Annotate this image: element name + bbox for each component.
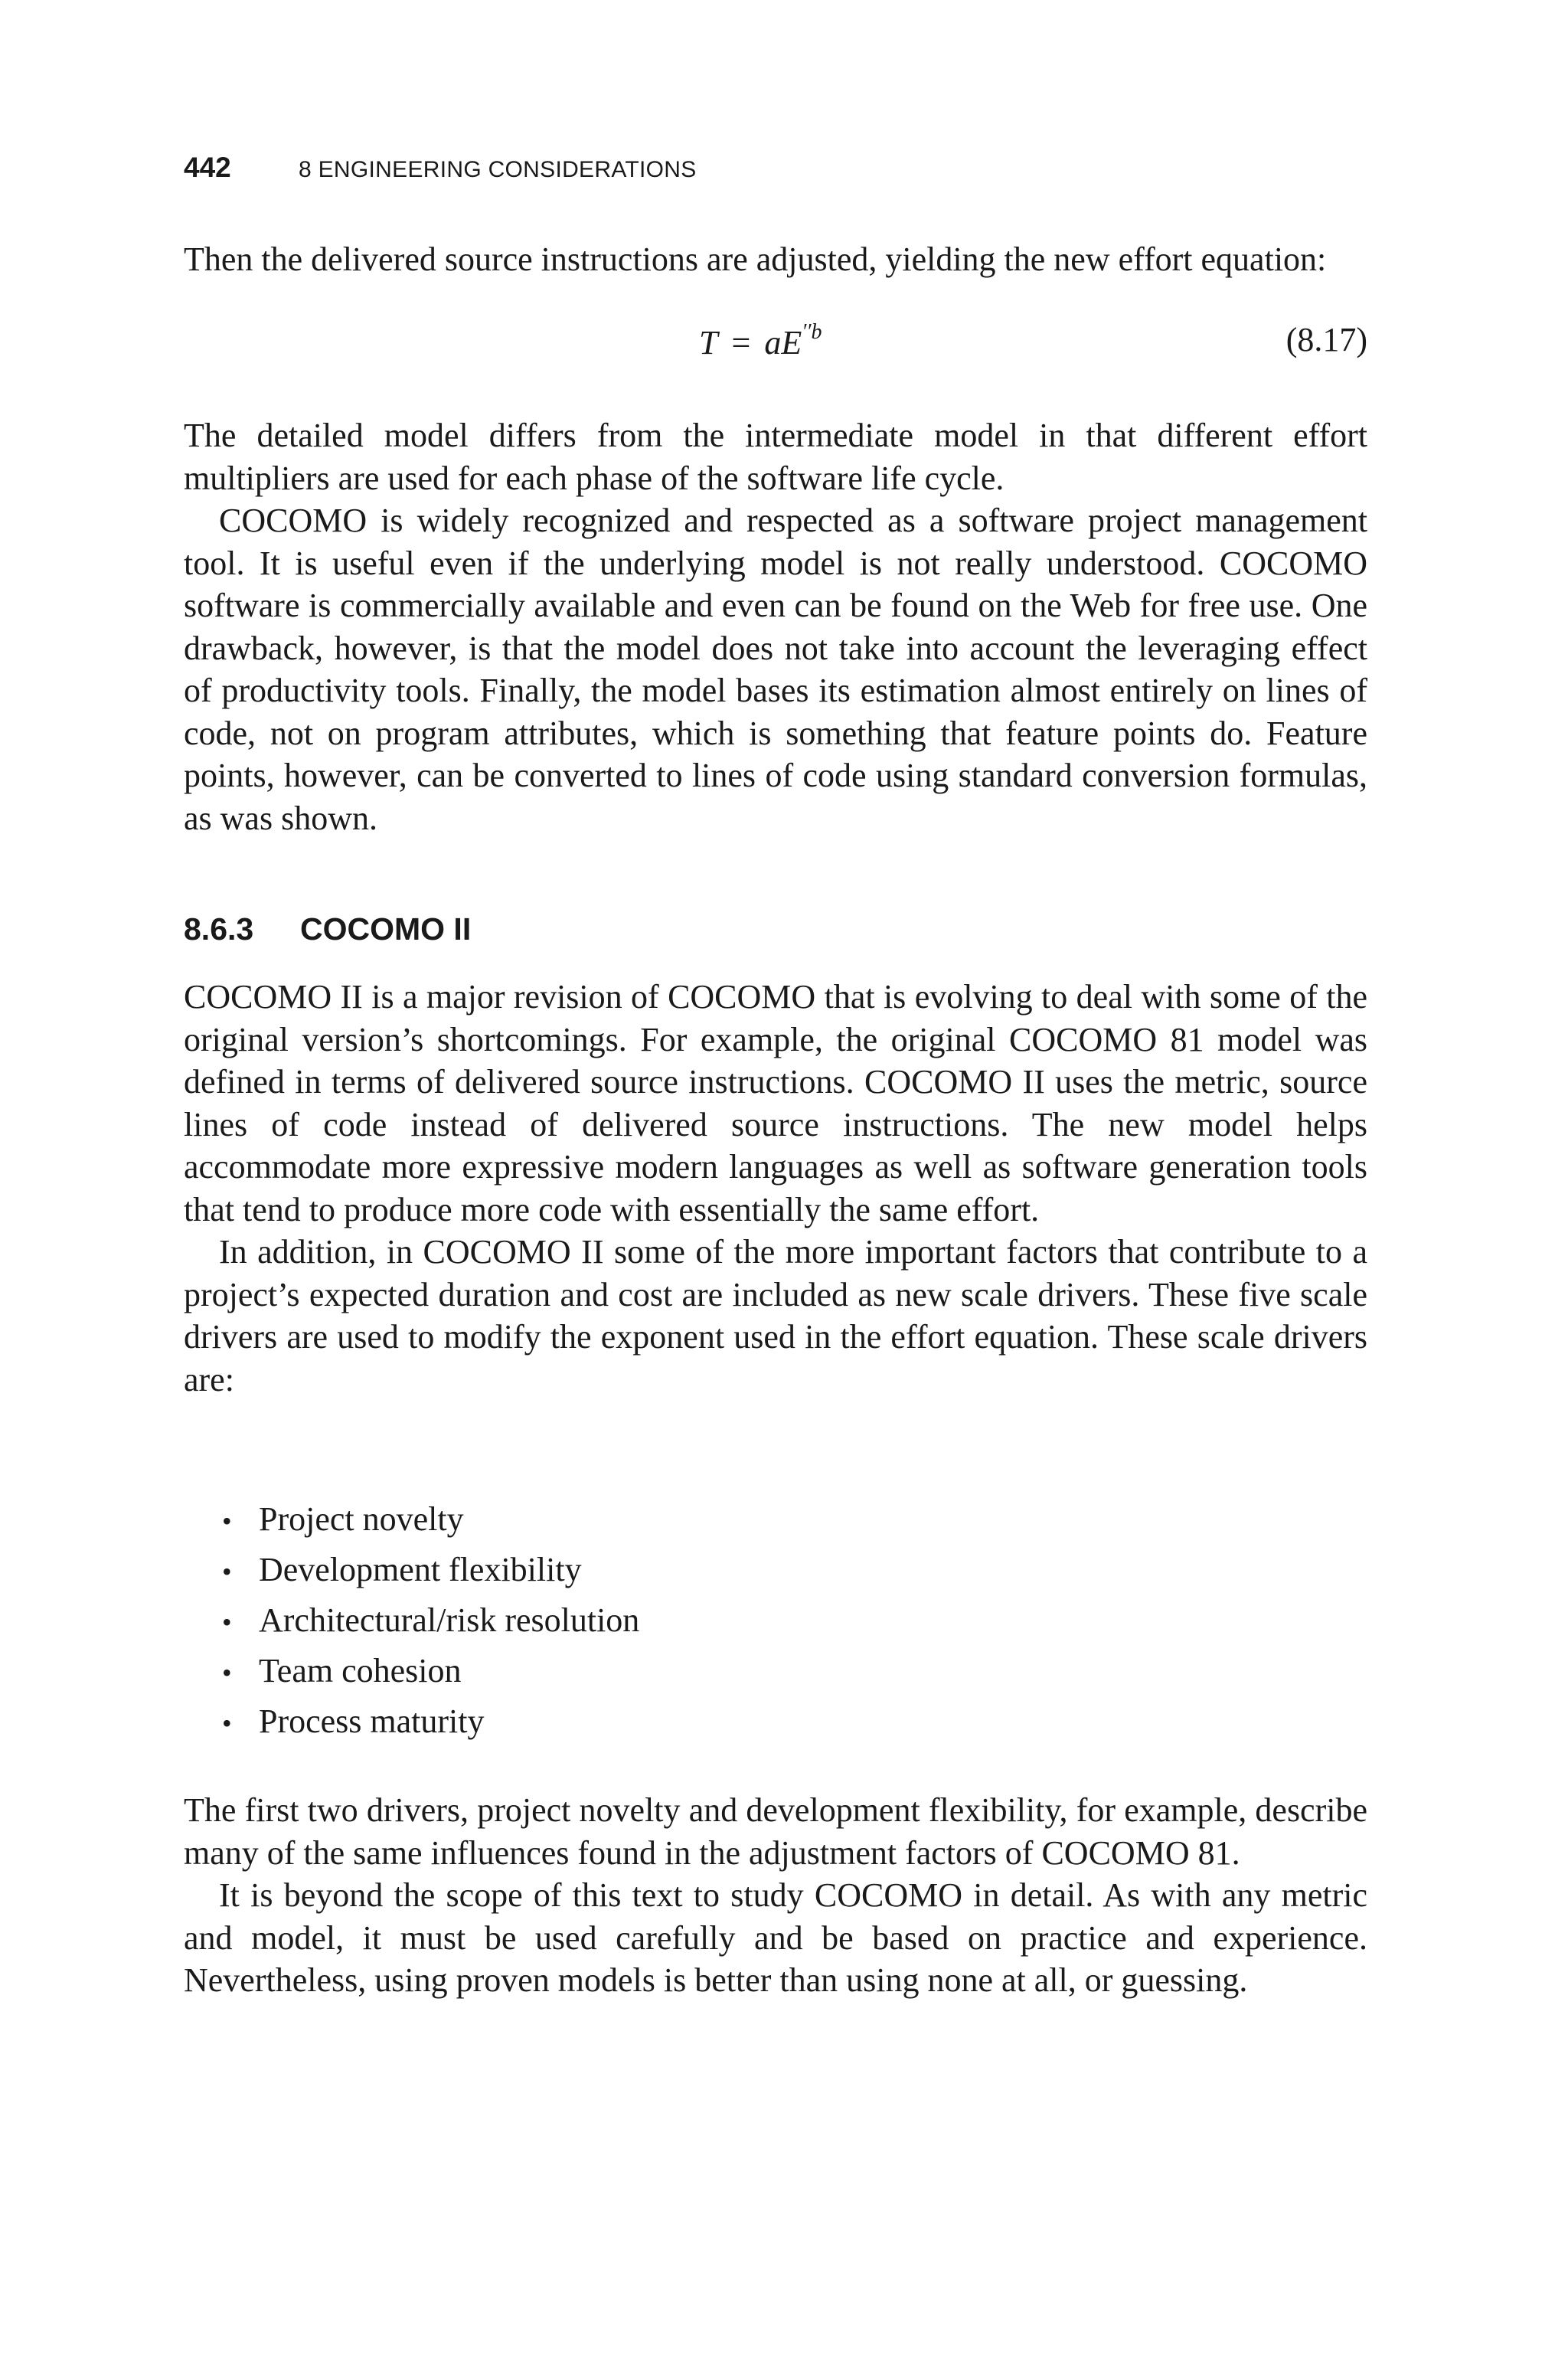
- body-paragraph-2: COCOMO is widely recognized and respected as a software project management tool. It is useful even if the underlying model is not really understood. COCOMO software is commercially available and even can be found on the Web for free use. One drawback, however, is that the model does not take into account the leveraging effect of productivity tools. Finally, the model bases its estimation almost entirely on lines of code, not on program attributes, which is something that feature points do. Feature points, however, can be converted to lines of code using standard conversion formulas, as was shown.: [184, 502, 1367, 837]
- equation-rhs: aE: [764, 324, 802, 361]
- section-text: [184, 976, 1367, 1401]
- section-paragraph-1: COCOMO II is a major revision of COCOMO that is evolving to deal with some of the original version’s shortcomings. For example, the original COCOMO 81 model was defined in terms of delivered source instructions. COCOMO II uses the metric, source lines of code instead of delivered source instructions. The new model helps accommodate more expressive modern languages as well as software generation tools that tend to produce more code with essentially the same effort.: [184, 978, 1367, 1228]
- closing-text: [184, 1789, 1367, 2002]
- bullet-icon: •: [222, 1657, 232, 1688]
- bullet-icon: •: [222, 1708, 232, 1738]
- page-number: 442: [184, 152, 231, 183]
- scale-drivers-list: [222, 1495, 639, 1748]
- intro-block: [184, 238, 1367, 281]
- list-item: • Project novelty: [222, 1495, 639, 1545]
- equation-superscript: ′′b: [802, 320, 822, 344]
- effort-equation: [699, 320, 822, 362]
- equation-operator: =: [731, 324, 751, 361]
- section-paragraph-2: In addition, in COCOMO II some of the more important factors that contribute to a project’s expected duration and cost are included as new scale drivers. These five scale drivers are used to modify the exponent used in the effort equation. These scale drivers are:: [184, 1233, 1367, 1398]
- bullet-icon: •: [222, 1556, 232, 1587]
- section-number: 8.6.3: [184, 911, 254, 947]
- body-text: [184, 414, 1367, 839]
- list-item: • Process maturity: [222, 1697, 639, 1748]
- body-paragraph-1: The detailed model differs from the intermediate model in that different effort multipliers are used for each phase of the software life cycle.: [184, 417, 1367, 497]
- equation-number: (8.17): [1285, 321, 1367, 358]
- running-head: [184, 152, 697, 190]
- bullet-icon: •: [222, 1607, 232, 1637]
- list-item: • Architectural/risk resolution: [222, 1596, 639, 1647]
- closing-paragraph-2: It is beyond the scope of this text to study COCOMO in detail. As with any metric and model, it must be used carefully and be based on practice and experience. Nevertheless, using proven models is better than using none at all, or guessing.: [184, 1876, 1367, 1999]
- list-item: • Team cohesion: [222, 1647, 639, 1697]
- bullet-icon: •: [222, 1506, 232, 1536]
- equation-8-17: [184, 320, 1367, 366]
- section-heading: [184, 911, 471, 947]
- equation-lhs: T: [699, 324, 718, 361]
- chapter-heading: 8 ENGINEERING CONSIDERATIONS: [299, 157, 697, 182]
- closing-paragraph-1: The first two drivers, project novelty and development flexibility, for example, describe many of the same influences found in the adjustment factors of COCOMO 81.: [184, 1791, 1367, 1872]
- list-item: • Development flexibility: [222, 1545, 639, 1596]
- intro-paragraph: Then the delivered source instructions are adjusted, yielding the new effort equation:: [184, 240, 1327, 278]
- section-title: COCOMO II: [300, 911, 472, 947]
